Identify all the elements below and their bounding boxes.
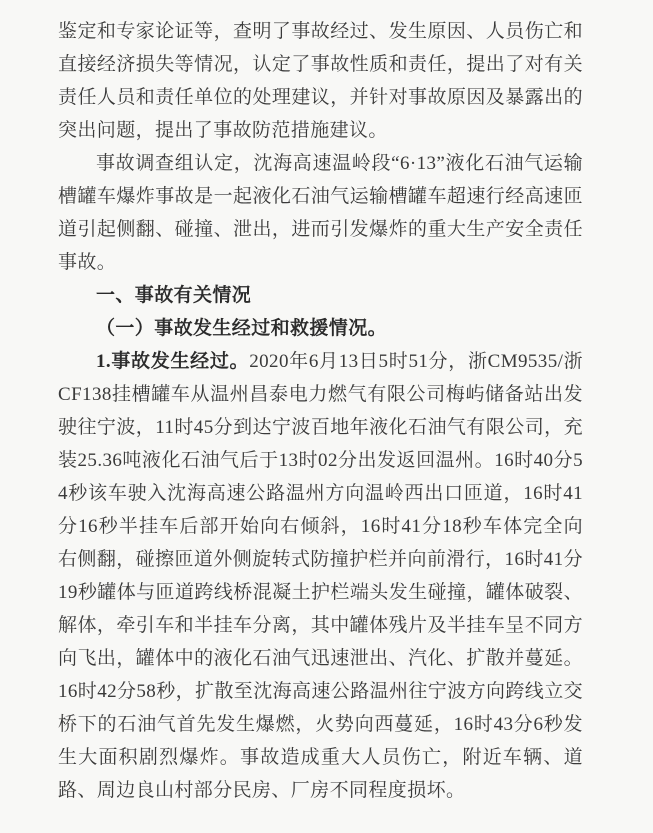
- section-heading-accident-overview: 一、事故有关情况: [96, 285, 252, 306]
- paragraph-accident-determination: 事故调查组认定，沈海高速温岭段“6·13”液化石油气运输槽罐车爆炸事故是一起液化石油气运输槽罐车超速行经高速匝道引起侧翻、碰撞、泄出，进而引发爆炸的重大生产安全责任事故。: [58, 153, 583, 273]
- paragraph-investigation-summary: 鉴定和专家论证等，查明了事故经过、发生原因、人员伤亡和直接经济损失等情况，认定了事故性质和责任，提出了对有关责任人员和责任单位的处理建议，并针对事故原因及暴露出的突出问题，提出了事故防范措施建议。: [58, 21, 583, 141]
- paragraph-course-text: 2020年6月13日5时51分，浙CM9535/浙CF138挂槽罐车从温州昌泰电力燃气有限公司梅屿储备站出发驶往宁波，11时45分到达宁波百地年液化石油气有限公司，充装25.36吨液化石油气后于13时02分出发返回温州。16时40分54秒该车驶入沈海高速公路温州方向温岭西出口匝道，16时41分16秒半挂车后部开始向右倾斜，16时41分18秒车体完全向右侧翻，碰擦匝道外侧旋转式防撞护栏并向前滑行，16时41分19秒罐体与匝道跨线桥混凝土护栏端头发生碰撞，罐体破裂、解体，牵引车和半挂车分离，其中罐体残片及半挂车呈不同方向飞出，罐体中的液化石油气迅速泄出、汽化、扩散并蔓延。16时42分58秒，扩散至沈海高速公路温州往宁波方向跨线立交桥下的石油气首先发生爆燃，火势向西蔓延，16时43分6秒发生大面积剧烈爆炸。事故造成重大人员伤亡，附近车辆、道路、周边良山村部分民房、厂房不同程度损坏。: [58, 351, 584, 801]
- paragraph-lead-label: 1.事故发生经过。: [96, 351, 250, 372]
- subsection-heading-course-and-rescue: （一）事故发生经过和救援情况。: [96, 318, 388, 339]
- paragraph-accident-course: [58, 345, 583, 807]
